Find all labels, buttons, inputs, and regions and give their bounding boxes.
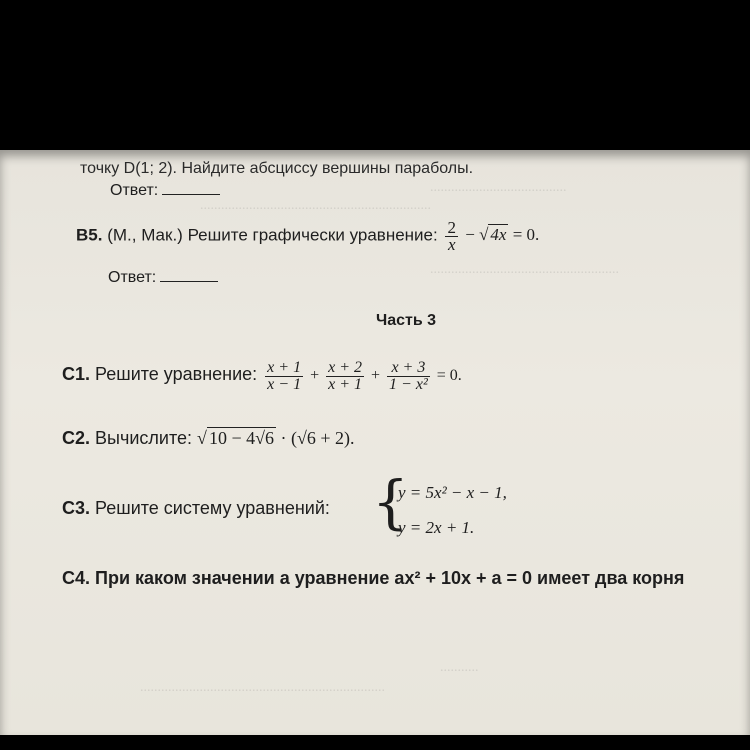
task-c2: [62, 428, 354, 449]
task-c1: [62, 360, 462, 393]
c2-expression: √ 10 − 4√6 · (√6 + 2).: [197, 428, 355, 448]
previous-answer-line: [110, 182, 220, 200]
b5-equation: $\frac{2}{x}$ − √ 4x = 0.: [447, 218, 540, 254]
worksheet-page: [0, 150, 750, 735]
task-b5: [76, 220, 539, 253]
system-equation-2: y = 2x + 1.: [398, 518, 475, 537]
previous-task-text: точку D(1; 2). Найдите абсциссу вершины параболы.: [80, 160, 474, 177]
answer-blank: [160, 269, 218, 282]
task-instruction: Вычислите:: [95, 428, 193, 448]
task-c4: [62, 568, 684, 589]
bleed-through-text: .......................................: [430, 180, 567, 195]
task-text: При каком значении a уравнение ax² + 10x + a = 0 имеет два корня: [95, 568, 685, 588]
system-brace: {: [372, 468, 409, 536]
system-equation-1: y = 5x² − x − 1,: [398, 483, 507, 502]
task-label: C3.: [62, 498, 91, 518]
square-root: √ 4x: [479, 225, 507, 245]
task-label: C4.: [62, 568, 91, 588]
task-label: C1.: [62, 364, 91, 385]
bleed-through-text: ......................................................................: [140, 680, 385, 695]
bleed-through-text: ...........: [440, 660, 479, 675]
fraction: $\frac{x + 3}{\text{1 − x²}}$: [389, 359, 428, 393]
answer-blank: [162, 182, 220, 195]
fraction: $\frac{x + 1}{x - 1}$: [267, 359, 302, 393]
task-label: C2.: [62, 428, 91, 448]
c1-equation: $\frac{x + 1}{x - 1}$ + $\frac{x + 2}{x + 1}$ + $\frac{x + 3}{\text{1 − x²}}$ = 0.: [267, 359, 462, 393]
answer-label: Ответ:: [110, 182, 159, 199]
task-source: (М., Мак.): [107, 225, 183, 245]
bleed-through-text: ..................................................................: [200, 198, 431, 213]
task-label: B5.: [76, 225, 103, 245]
fraction: $\frac{2}{x}$: [447, 218, 456, 254]
answer-label: Ответ:: [108, 269, 157, 286]
task-c3: [62, 498, 330, 519]
bleed-through-text: ......................................................: [430, 262, 619, 277]
task-instruction: Решите графически уравнение:: [187, 225, 438, 245]
fraction: $\frac{x + 2}{x + 1}$: [328, 359, 363, 393]
part-title: Часть 3: [376, 312, 437, 329]
task-instruction: Решите уравнение:: [95, 364, 258, 385]
task-instruction: Решите систему уравнений:: [95, 498, 330, 518]
square-root: √ 10 − 4√6: [197, 428, 274, 448]
b5-answer-line: [108, 269, 218, 287]
